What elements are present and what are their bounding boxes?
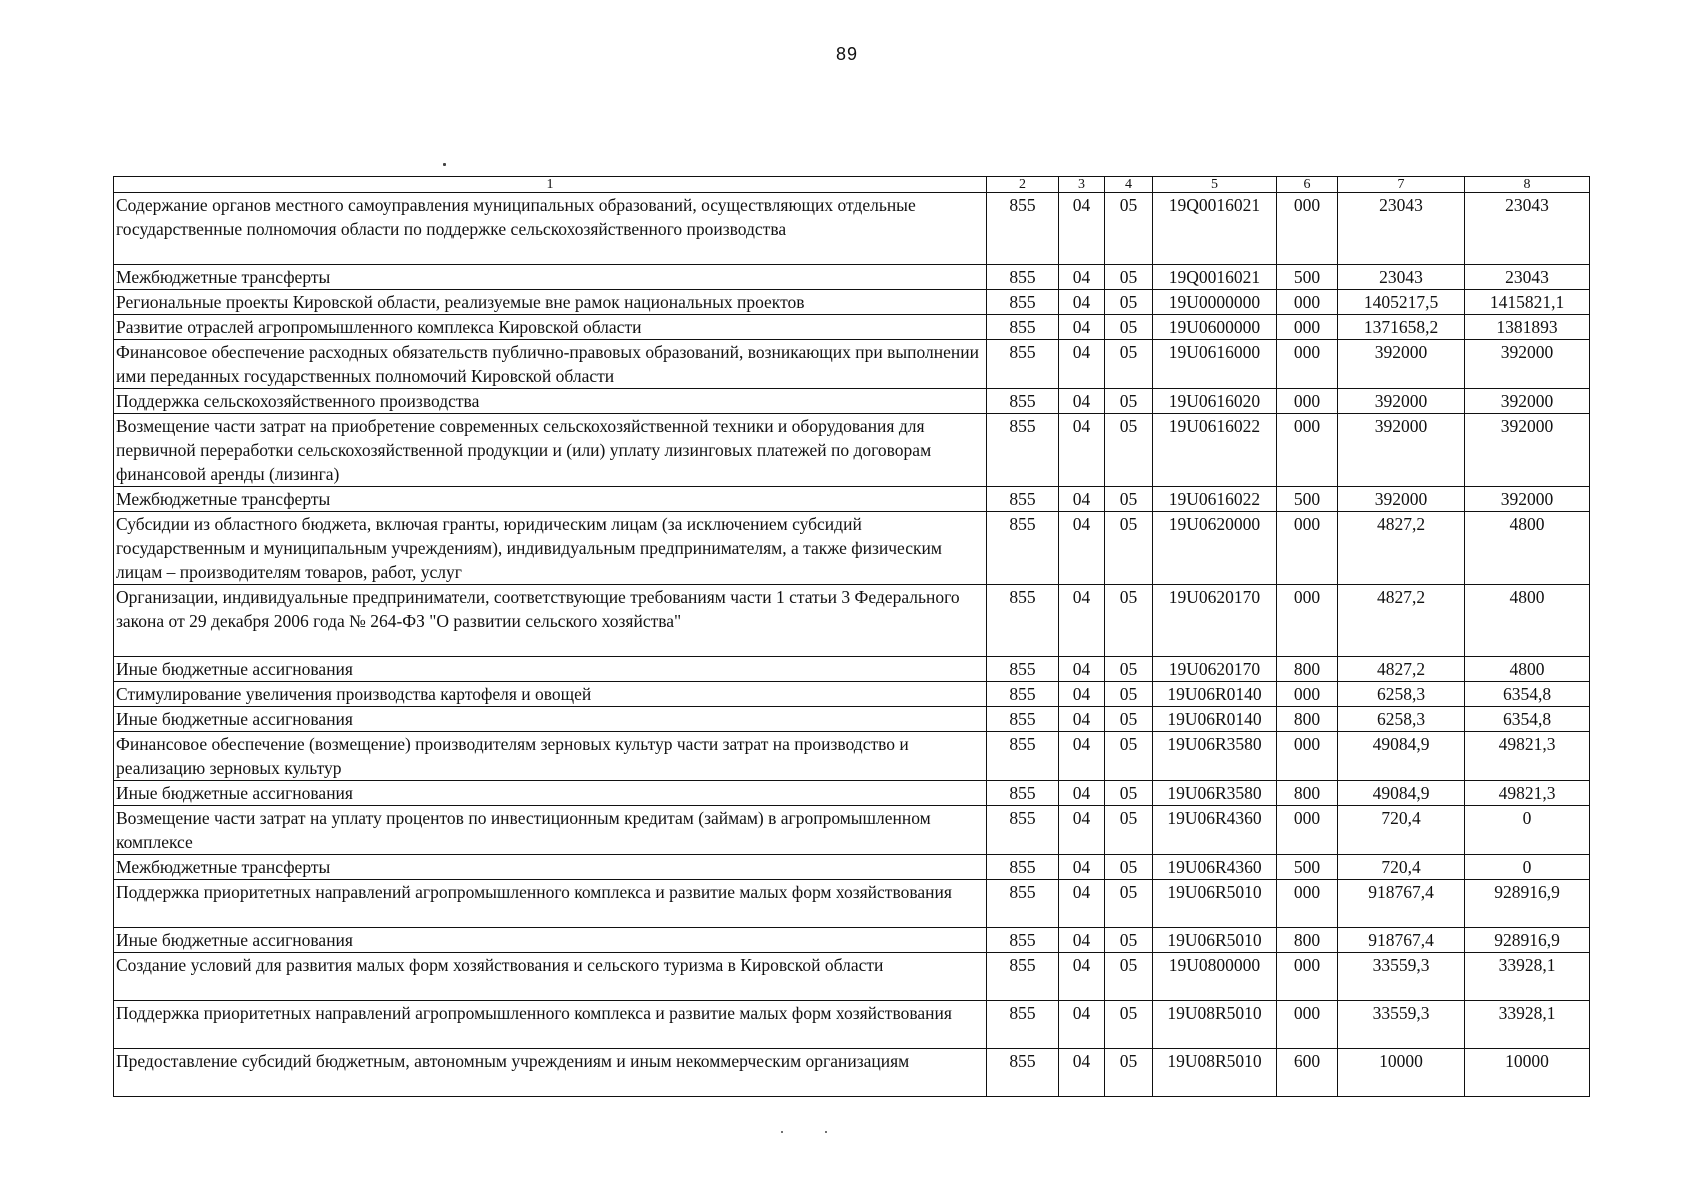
row-rz: 04 <box>1059 806 1105 855</box>
row-name: Поддержка сельскохозяйственного производства <box>114 389 987 414</box>
row-rz: 04 <box>1059 855 1105 880</box>
row-sum-1: 918767,4 <box>1338 880 1465 928</box>
row-sum-2: 4800 <box>1465 585 1590 657</box>
row-sum-2: 392000 <box>1465 487 1590 512</box>
table-row <box>114 1049 1590 1097</box>
row-vr: 500 <box>1277 855 1338 880</box>
scan-speck <box>443 163 446 166</box>
row-sum-1: 4827,2 <box>1338 585 1465 657</box>
row-pr: 05 <box>1105 880 1153 928</box>
row-pr: 05 <box>1105 290 1153 315</box>
row-name: Поддержка приоритетных направлений агропромышленного комплекса и развитие малых форм хозяйствования <box>114 1001 987 1049</box>
row-sum-1: 392000 <box>1338 389 1465 414</box>
row-gr: 855 <box>987 953 1059 1001</box>
row-gr: 855 <box>987 315 1059 340</box>
row-sum-2: 1415821,1 <box>1465 290 1590 315</box>
row-pr: 05 <box>1105 585 1153 657</box>
row-sum-2: 928916,9 <box>1465 928 1590 953</box>
table-row <box>114 928 1590 953</box>
row-csr: 19U06R4360 <box>1153 806 1277 855</box>
row-rz: 04 <box>1059 1001 1105 1049</box>
row-csr: 19U06R4360 <box>1153 855 1277 880</box>
scan-speck <box>825 1131 827 1133</box>
table-row <box>114 781 1590 806</box>
row-sum-1: 6258,3 <box>1338 707 1465 732</box>
row-sum-1: 6258,3 <box>1338 682 1465 707</box>
row-gr: 855 <box>987 707 1059 732</box>
row-csr: 19U06R0140 <box>1153 682 1277 707</box>
row-rz: 04 <box>1059 290 1105 315</box>
row-sum-2: 49821,3 <box>1465 781 1590 806</box>
row-sum-2: 4800 <box>1465 512 1590 585</box>
row-vr: 800 <box>1277 657 1338 682</box>
row-name: Стимулирование увеличения производства картофеля и овощей <box>114 682 987 707</box>
page-number: 89 <box>835 44 859 64</box>
row-sum-2: 392000 <box>1465 414 1590 487</box>
row-vr: 000 <box>1277 315 1338 340</box>
table-row <box>114 315 1590 340</box>
row-rz: 04 <box>1059 585 1105 657</box>
row-pr: 05 <box>1105 1049 1153 1097</box>
row-pr: 05 <box>1105 512 1153 585</box>
row-gr: 855 <box>987 414 1059 487</box>
row-name: Возмещение части затрат на приобретение современных сельскохозяйственной техники и оборудования для первичной переработки сельскохозяйственной продукции и (или) уплату лизинговых платежей по договорам финансовой аренды (лизинга) <box>114 414 987 487</box>
row-sum-2: 23043 <box>1465 193 1590 265</box>
row-gr: 855 <box>987 1049 1059 1097</box>
row-vr: 000 <box>1277 585 1338 657</box>
row-csr: 19U06R0140 <box>1153 707 1277 732</box>
row-vr: 800 <box>1277 707 1338 732</box>
row-gr: 855 <box>987 265 1059 290</box>
row-csr: 19Q0016021 <box>1153 265 1277 290</box>
row-rz: 04 <box>1059 340 1105 389</box>
header-cell: 5 <box>1153 177 1277 193</box>
row-pr: 05 <box>1105 781 1153 806</box>
row-vr: 000 <box>1277 682 1338 707</box>
row-name: Предоставление субсидий бюджетным, автономным учреждениям и иным некоммерческим организациям <box>114 1049 987 1097</box>
row-vr: 000 <box>1277 340 1338 389</box>
table-row <box>114 512 1590 585</box>
row-gr: 855 <box>987 732 1059 781</box>
row-name: Иные бюджетные ассигнования <box>114 707 987 732</box>
row-sum-1: 49084,9 <box>1338 732 1465 781</box>
row-name: Поддержка приоритетных направлений агропромышленного комплекса и развитие малых форм хозяйствования <box>114 880 987 928</box>
row-csr: 19U06R3580 <box>1153 732 1277 781</box>
row-csr: 19U0616020 <box>1153 389 1277 414</box>
row-pr: 05 <box>1105 315 1153 340</box>
table-row <box>114 585 1590 657</box>
row-name: Иные бюджетные ассигнования <box>114 657 987 682</box>
row-gr: 855 <box>987 682 1059 707</box>
row-pr: 05 <box>1105 1001 1153 1049</box>
row-gr: 855 <box>987 1001 1059 1049</box>
table-row <box>114 682 1590 707</box>
row-name: Развитие отраслей агропромышленного комплекса Кировской области <box>114 315 987 340</box>
row-vr: 000 <box>1277 389 1338 414</box>
row-vr: 000 <box>1277 193 1338 265</box>
row-rz: 04 <box>1059 265 1105 290</box>
row-gr: 855 <box>987 855 1059 880</box>
row-rz: 04 <box>1059 315 1105 340</box>
row-vr: 000 <box>1277 512 1338 585</box>
row-csr: 19Q0016021 <box>1153 193 1277 265</box>
row-rz: 04 <box>1059 389 1105 414</box>
table-row <box>114 657 1590 682</box>
row-sum-1: 4827,2 <box>1338 657 1465 682</box>
row-sum-2: 10000 <box>1465 1049 1590 1097</box>
row-sum-1: 720,4 <box>1338 855 1465 880</box>
row-csr: 19U0800000 <box>1153 953 1277 1001</box>
row-gr: 855 <box>987 389 1059 414</box>
row-gr: 855 <box>987 512 1059 585</box>
row-pr: 05 <box>1105 953 1153 1001</box>
header-cell: 8 <box>1465 177 1590 193</box>
row-name: Иные бюджетные ассигнования <box>114 781 987 806</box>
row-pr: 05 <box>1105 193 1153 265</box>
header-cell: 3 <box>1059 177 1105 193</box>
row-rz: 04 <box>1059 512 1105 585</box>
row-name: Организации, индивидуальные предприниматели, соответствующие требованиям части 1 статьи 3 Федерального закона от 29 декабря 2006 года № 264-ФЗ "О развитии сельского хозяйства" <box>114 585 987 657</box>
row-sum-1: 392000 <box>1338 487 1465 512</box>
row-gr: 855 <box>987 487 1059 512</box>
row-sum-2: 6354,8 <box>1465 707 1590 732</box>
table-row <box>114 414 1590 487</box>
budget-table <box>113 176 1590 1097</box>
row-csr: 19U0616022 <box>1153 487 1277 512</box>
row-sum-2: 928916,9 <box>1465 880 1590 928</box>
row-csr: 19U06R3580 <box>1153 781 1277 806</box>
row-pr: 05 <box>1105 682 1153 707</box>
row-sum-2: 4800 <box>1465 657 1590 682</box>
row-sum-2: 49821,3 <box>1465 732 1590 781</box>
row-gr: 855 <box>987 880 1059 928</box>
row-csr: 19U0616000 <box>1153 340 1277 389</box>
row-rz: 04 <box>1059 657 1105 682</box>
header-cell: 7 <box>1338 177 1465 193</box>
header-cell: 4 <box>1105 177 1153 193</box>
row-sum-1: 4827,2 <box>1338 512 1465 585</box>
row-rz: 04 <box>1059 707 1105 732</box>
header-cell: 1 <box>114 177 987 193</box>
row-sum-2: 392000 <box>1465 389 1590 414</box>
row-sum-1: 720,4 <box>1338 806 1465 855</box>
row-name: Финансовое обеспечение (возмещение) производителям зерновых культур части затрат на производство и реализацию зерновых культур <box>114 732 987 781</box>
row-vr: 000 <box>1277 290 1338 315</box>
row-sum-1: 23043 <box>1338 193 1465 265</box>
row-sum-1: 33559,3 <box>1338 953 1465 1001</box>
row-csr: 19U08R5010 <box>1153 1049 1277 1097</box>
row-vr: 500 <box>1277 265 1338 290</box>
row-csr: 19U0620170 <box>1153 585 1277 657</box>
table-row <box>114 806 1590 855</box>
row-name: Межбюджетные трансферты <box>114 487 987 512</box>
row-csr: 19U0620000 <box>1153 512 1277 585</box>
row-sum-1: 1405217,5 <box>1338 290 1465 315</box>
row-vr: 000 <box>1277 880 1338 928</box>
row-csr: 19U08R5010 <box>1153 1001 1277 1049</box>
row-name: Межбюджетные трансферты <box>114 855 987 880</box>
table-row <box>114 732 1590 781</box>
row-gr: 855 <box>987 585 1059 657</box>
table-row <box>114 290 1590 315</box>
row-gr: 855 <box>987 806 1059 855</box>
row-gr: 855 <box>987 928 1059 953</box>
table-row <box>114 880 1590 928</box>
row-gr: 855 <box>987 340 1059 389</box>
table-row <box>114 1001 1590 1049</box>
table-row <box>114 193 1590 265</box>
header-cell: 2 <box>987 177 1059 193</box>
row-rz: 04 <box>1059 928 1105 953</box>
header-cell: 6 <box>1277 177 1338 193</box>
row-rz: 04 <box>1059 880 1105 928</box>
row-sum-2: 0 <box>1465 806 1590 855</box>
row-vr: 000 <box>1277 1001 1338 1049</box>
table-row <box>114 265 1590 290</box>
row-csr: 19U06R5010 <box>1153 880 1277 928</box>
row-sum-2: 33928,1 <box>1465 1001 1590 1049</box>
row-gr: 855 <box>987 657 1059 682</box>
row-sum-1: 392000 <box>1338 414 1465 487</box>
row-pr: 05 <box>1105 414 1153 487</box>
row-sum-2: 33928,1 <box>1465 953 1590 1001</box>
row-sum-1: 918767,4 <box>1338 928 1465 953</box>
table-row <box>114 389 1590 414</box>
row-sum-2: 1381893 <box>1465 315 1590 340</box>
row-vr: 600 <box>1277 1049 1338 1097</box>
row-rz: 04 <box>1059 193 1105 265</box>
row-vr: 000 <box>1277 414 1338 487</box>
row-sum-1: 33559,3 <box>1338 1001 1465 1049</box>
row-csr: 19U0000000 <box>1153 290 1277 315</box>
row-name: Иные бюджетные ассигнования <box>114 928 987 953</box>
row-vr: 000 <box>1277 953 1338 1001</box>
row-pr: 05 <box>1105 928 1153 953</box>
row-csr: 19U0600000 <box>1153 315 1277 340</box>
row-sum-1: 10000 <box>1338 1049 1465 1097</box>
row-name: Содержание органов местного самоуправления муниципальных образований, осуществляющих отдельные государственные полномочия области по поддержке сельскохозяйственного производства <box>114 193 987 265</box>
row-sum-1: 23043 <box>1338 265 1465 290</box>
row-pr: 05 <box>1105 487 1153 512</box>
row-pr: 05 <box>1105 806 1153 855</box>
row-name: Создание условий для развития малых форм хозяйствования и сельского туризма в Кировской области <box>114 953 987 1001</box>
row-sum-1: 1371658,2 <box>1338 315 1465 340</box>
row-sum-2: 392000 <box>1465 340 1590 389</box>
row-vr: 000 <box>1277 806 1338 855</box>
row-csr: 19U0616022 <box>1153 414 1277 487</box>
row-vr: 000 <box>1277 732 1338 781</box>
table-row <box>114 855 1590 880</box>
row-pr: 05 <box>1105 340 1153 389</box>
row-gr: 855 <box>987 290 1059 315</box>
table-row <box>114 707 1590 732</box>
row-name: Региональные проекты Кировской области, реализуемые вне рамок национальных проектов <box>114 290 987 315</box>
row-pr: 05 <box>1105 732 1153 781</box>
row-csr: 19U06R5010 <box>1153 928 1277 953</box>
row-rz: 04 <box>1059 414 1105 487</box>
table-row <box>114 953 1590 1001</box>
row-gr: 855 <box>987 193 1059 265</box>
row-name: Субсидии из областного бюджета, включая гранты, юридическим лицам (за исключением субсидий государственным и муниципальным учреждениям), индивидуальным предпринимателям, а также физическим лицам – производителям товаров, работ, услуг <box>114 512 987 585</box>
row-pr: 05 <box>1105 265 1153 290</box>
row-name: Межбюджетные трансферты <box>114 265 987 290</box>
table-row <box>114 487 1590 512</box>
row-name: Финансовое обеспечение расходных обязательств публично-правовых образований, возникающих при выполнении ими переданных государственных полномочий Кировской области <box>114 340 987 389</box>
row-rz: 04 <box>1059 732 1105 781</box>
row-vr: 800 <box>1277 928 1338 953</box>
row-gr: 855 <box>987 781 1059 806</box>
row-pr: 05 <box>1105 855 1153 880</box>
table-row <box>114 340 1590 389</box>
row-name: Возмещение части затрат на уплату процентов по инвестиционным кредитам (займам) в агропромышленном комплексе <box>114 806 987 855</box>
row-rz: 04 <box>1059 682 1105 707</box>
row-sum-2: 23043 <box>1465 265 1590 290</box>
row-vr: 500 <box>1277 487 1338 512</box>
row-rz: 04 <box>1059 487 1105 512</box>
row-sum-1: 392000 <box>1338 340 1465 389</box>
row-pr: 05 <box>1105 707 1153 732</box>
scan-speck <box>781 1131 783 1133</box>
row-rz: 04 <box>1059 953 1105 1001</box>
row-rz: 04 <box>1059 1049 1105 1097</box>
row-sum-2: 6354,8 <box>1465 682 1590 707</box>
row-csr: 19U0620170 <box>1153 657 1277 682</box>
row-vr: 800 <box>1277 781 1338 806</box>
row-pr: 05 <box>1105 657 1153 682</box>
row-rz: 04 <box>1059 781 1105 806</box>
row-sum-1: 49084,9 <box>1338 781 1465 806</box>
header-row <box>114 177 1590 193</box>
row-sum-2: 0 <box>1465 855 1590 880</box>
row-pr: 05 <box>1105 389 1153 414</box>
